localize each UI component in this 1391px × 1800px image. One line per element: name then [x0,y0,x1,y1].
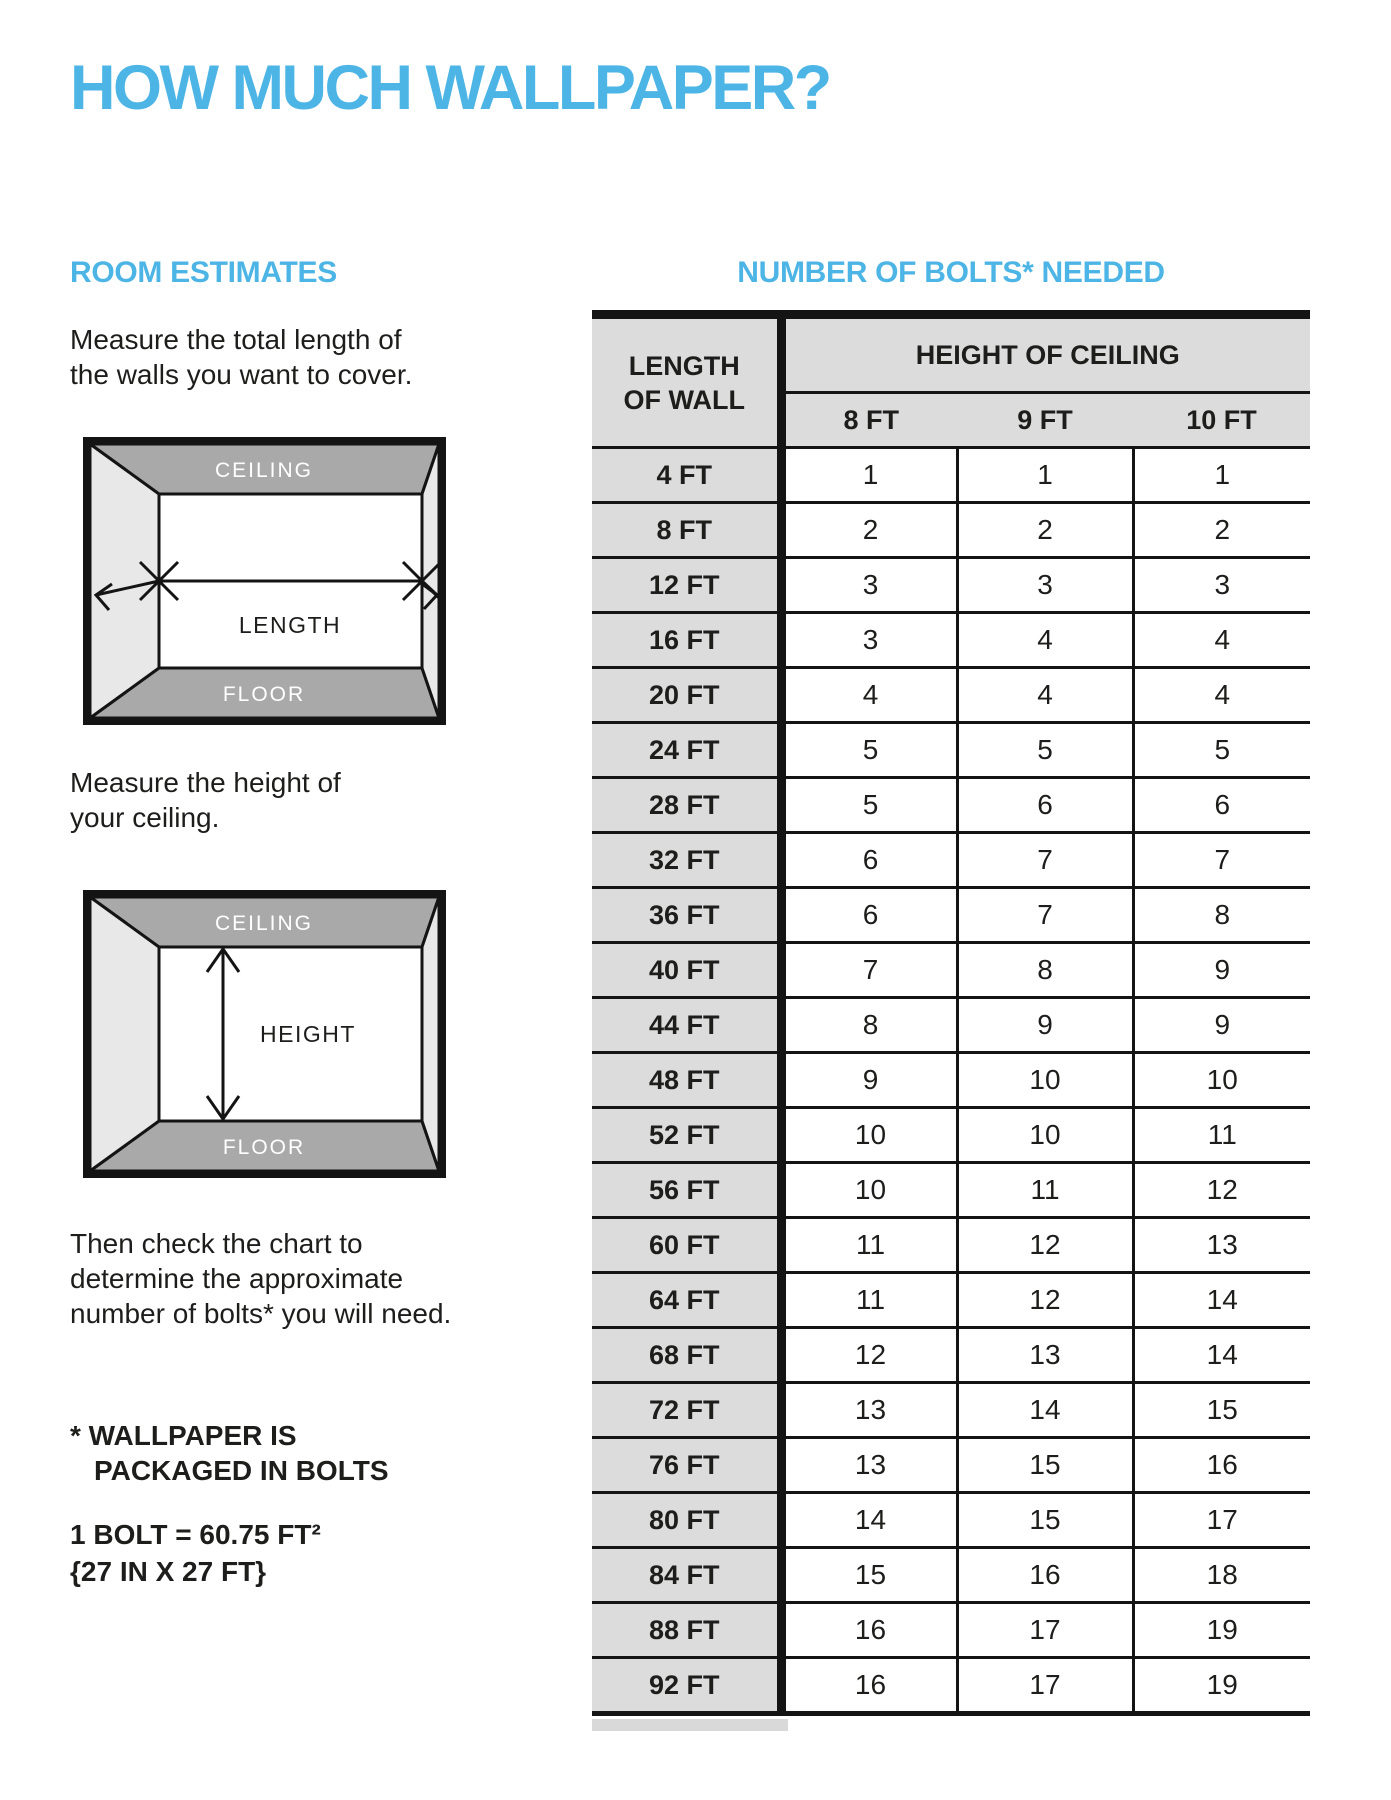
bolt-count-cell: 13 [781,1383,957,1438]
left-wall [90,444,159,718]
left-wall [90,897,159,1171]
instruction-line: your ceiling. [70,802,220,833]
bolt-size-info [70,1516,321,1590]
wall-length-cell: 60 FT [592,1218,781,1273]
bolt-count-cell: 10 [781,1108,957,1163]
wall-length-cell: 52 FT [592,1108,781,1163]
table-row [592,1438,1310,1493]
bolt-count-cell: 9 [781,1053,957,1108]
instruction-line: determine the approximate [70,1263,404,1294]
bolt-count-cell: 15 [957,1493,1133,1548]
bolt-count-cell: 3 [781,613,957,668]
bolt-count-cell: 5 [781,723,957,778]
footnote-line: PACKAGED IN BOLTS [94,1455,389,1486]
page-title: HOW MUCH WALLPAPER? [70,53,830,123]
bolt-count-cell: 2 [781,503,957,558]
table-row [592,1163,1310,1218]
table-row [592,1603,1310,1658]
table-row [592,1218,1310,1273]
bolt-count-cell: 16 [781,1658,957,1714]
bolt-count-cell: 14 [957,1383,1133,1438]
bolt-count-cell: 13 [781,1438,957,1493]
bolt-count-cell: 12 [957,1218,1133,1273]
bolt-count-cell: 11 [1133,1108,1310,1163]
bolt-count-cell: 12 [957,1273,1133,1328]
height-of-ceiling-header: HEIGHT OF CEILING [781,315,1310,393]
room-diagram-length [83,437,446,725]
bolt-count-cell: 3 [781,558,957,613]
bolt-count-cell: 15 [781,1548,957,1603]
bolt-count-cell: 7 [957,888,1133,943]
bolt-count-cell: 10 [781,1163,957,1218]
instruction-check-chart [70,1226,451,1331]
wall-length-cell: 68 FT [592,1328,781,1383]
height-label: HEIGHT [260,1021,356,1047]
col-header-10ft: 10 FT [1133,393,1310,448]
bolt-count-cell: 12 [1133,1163,1310,1218]
bolt-count-cell: 6 [781,833,957,888]
bolts-needed-table [592,310,1310,1716]
table-header-row [592,315,1310,393]
bolt-count-cell: 6 [781,888,957,943]
right-wall [422,897,439,1171]
wall-length-cell: 92 FT [592,1658,781,1714]
bolt-count-cell: 11 [957,1163,1133,1218]
bolt-count-cell: 1 [957,448,1133,503]
bolt-count-cell: 5 [1133,723,1310,778]
table-row [592,1383,1310,1438]
bolt-count-cell: 4 [781,668,957,723]
header-line: LENGTH [628,350,740,381]
bolt-table-body [592,448,1310,1714]
wall-length-cell: 8 FT [592,503,781,558]
wall-length-cell: 72 FT [592,1383,781,1438]
wall-length-cell: 84 FT [592,1548,781,1603]
bolt-count-cell: 5 [957,723,1133,778]
wall-length-cell: 28 FT [592,778,781,833]
instruction-line: Measure the height of [70,767,341,798]
wall-length-cell: 36 FT [592,888,781,943]
wall-length-cell: 40 FT [592,943,781,998]
bolt-count-cell: 13 [1133,1218,1310,1273]
table-row [592,1548,1310,1603]
wall-length-cell: 88 FT [592,1603,781,1658]
header-line: OF WALL [623,384,745,415]
bolt-count-cell: 4 [957,668,1133,723]
bolt-count-cell: 12 [781,1328,957,1383]
bolt-count-cell: 9 [1133,943,1310,998]
bolt-count-cell: 17 [1133,1493,1310,1548]
instruction-line: Then check the chart to [70,1228,363,1259]
bolt-count-cell: 19 [1133,1603,1310,1658]
bolt-count-cell: 8 [1133,888,1310,943]
table-row [592,668,1310,723]
table-row [592,888,1310,943]
bolt-count-cell: 15 [957,1438,1133,1493]
bolt-count-cell: 8 [781,998,957,1053]
bolt-count-cell: 17 [957,1603,1133,1658]
bolt-count-cell: 5 [781,778,957,833]
wall-length-cell: 32 FT [592,833,781,888]
table-column-tab [592,1719,788,1731]
length-of-wall-header [592,315,781,448]
bolt-count-cell: 2 [1133,503,1310,558]
bolt-count-cell: 7 [1133,833,1310,888]
floor-label: FLOOR [222,1136,306,1159]
col-header-8ft: 8 FT [781,393,957,448]
wall-length-cell: 76 FT [592,1438,781,1493]
room-estimates-heading: ROOM ESTIMATES [70,256,337,289]
table-row [592,833,1310,888]
wall-length-cell: 20 FT [592,668,781,723]
room-diagram-height [83,890,446,1178]
bolt-count-cell: 14 [1133,1328,1310,1383]
bolt-count-cell: 2 [957,503,1133,558]
col-header-9ft: 9 FT [957,393,1133,448]
instruction-measure-height [70,765,341,835]
bolt-count-cell: 1 [781,448,957,503]
bolt-count-cell: 6 [1133,778,1310,833]
table-row [592,1328,1310,1383]
floor-label: FLOOR [222,683,306,706]
bolt-count-cell: 3 [957,558,1133,613]
bolts-needed-heading: NUMBER OF BOLTS* NEEDED [737,256,1165,289]
table-row [592,778,1310,833]
table-row [592,943,1310,998]
instruction-measure-length [70,322,412,392]
bolt-count-cell: 4 [1133,668,1310,723]
bolt-count-cell: 8 [957,943,1133,998]
bolt-count-cell: 10 [957,1053,1133,1108]
bolt-count-cell: 16 [957,1548,1133,1603]
table-row [592,1108,1310,1163]
instruction-line: number of bolts* you will need. [70,1298,452,1329]
table-row [592,1053,1310,1108]
wall-length-cell: 12 FT [592,558,781,613]
bolt-count-cell: 4 [1133,613,1310,668]
bolt-count-cell: 6 [957,778,1133,833]
table-row [592,558,1310,613]
table-row [592,998,1310,1053]
wall-length-cell: 4 FT [592,448,781,503]
length-label: LENGTH [238,612,342,638]
bolt-size-line: {27 IN X 27 FT} [70,1556,267,1587]
ceiling-label: CEILING [214,459,314,482]
bolt-count-cell: 3 [1133,558,1310,613]
footnote-line: * WALLPAPER IS [70,1420,297,1451]
wall-length-cell: 64 FT [592,1273,781,1328]
bolt-count-cell: 14 [1133,1273,1310,1328]
wall-length-cell: 16 FT [592,613,781,668]
table-row [592,448,1310,503]
bolt-count-cell: 18 [1133,1548,1310,1603]
ceiling-label: CEILING [214,912,314,935]
bolt-count-cell: 9 [1133,998,1310,1053]
bolt-count-cell: 13 [957,1328,1133,1383]
bolt-count-cell: 1 [1133,448,1310,503]
table-row [592,503,1310,558]
bolt-count-cell: 14 [781,1493,957,1548]
wall-length-cell: 48 FT [592,1053,781,1108]
wall-length-cell: 80 FT [592,1493,781,1548]
bolt-count-cell: 7 [781,943,957,998]
wall-length-cell: 24 FT [592,723,781,778]
table-row [592,613,1310,668]
wall-length-cell: 44 FT [592,998,781,1053]
table-row [592,1273,1310,1328]
bolt-count-cell: 15 [1133,1383,1310,1438]
instruction-line: the walls you want to cover. [70,359,413,390]
wall-length-cell: 56 FT [592,1163,781,1218]
wallpaper-bolts-footnote [70,1418,389,1488]
bolt-count-cell: 19 [1133,1658,1310,1714]
bolt-count-cell: 10 [1133,1053,1310,1108]
bolt-count-cell: 11 [781,1218,957,1273]
table-row [592,1493,1310,1548]
bolt-count-cell: 11 [781,1273,957,1328]
bolt-size-line: 1 BOLT = 60.75 FT² [70,1519,321,1550]
bolt-count-cell: 16 [1133,1438,1310,1493]
table-row [592,1658,1310,1714]
instruction-line: Measure the total length of [70,324,402,355]
bolt-count-cell: 10 [957,1108,1133,1163]
bolt-count-cell: 17 [957,1658,1133,1714]
bolt-count-cell: 16 [781,1603,957,1658]
bolt-count-cell: 4 [957,613,1133,668]
bolt-count-cell: 9 [957,998,1133,1053]
right-wall [422,444,439,718]
table-row [592,723,1310,778]
bolt-count-cell: 7 [957,833,1133,888]
